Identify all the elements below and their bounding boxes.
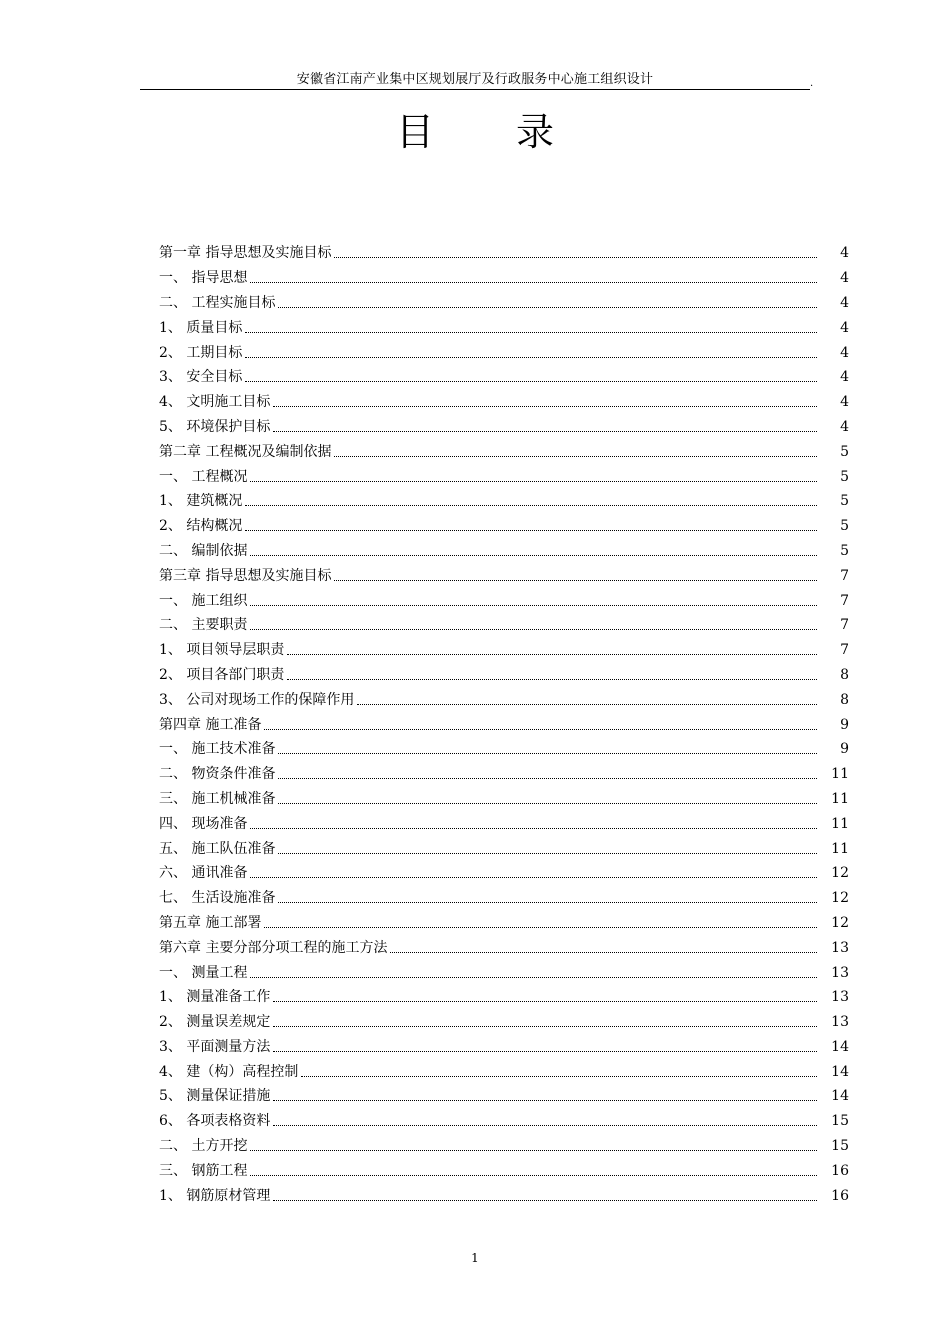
toc-leader-dots xyxy=(273,1013,817,1031)
toc-entry[interactable] xyxy=(159,1158,849,1183)
toc-entry-label: 1、 钢筋原材管理 xyxy=(159,1187,271,1204)
toc-entry[interactable] xyxy=(159,787,849,812)
toc-leader-dots xyxy=(334,567,817,585)
toc-entry[interactable] xyxy=(159,762,849,787)
toc-leader-dots xyxy=(273,1038,817,1056)
toc-entry[interactable] xyxy=(159,1084,849,1109)
toc-entry-page: 12 xyxy=(831,914,849,931)
toc-entry-label: 二、 工程实施目标 xyxy=(159,294,276,311)
toc-leader-dots xyxy=(264,914,817,932)
toc-leader-dots xyxy=(264,716,817,734)
toc-entry-label: 二、 土方开挖 xyxy=(159,1138,248,1155)
toc-entry[interactable] xyxy=(159,737,849,762)
page-title xyxy=(0,108,950,156)
toc-leader-dots xyxy=(250,269,817,287)
toc-entry-label: 2、 结构概况 xyxy=(159,518,243,535)
toc-leader-dots xyxy=(278,889,817,907)
toc-leader-dots xyxy=(273,988,817,1006)
toc-leader-dots xyxy=(245,492,817,510)
toc-entry-label: 2、 项目各部门职责 xyxy=(159,666,285,683)
toc-entry-page: 7 xyxy=(840,617,849,634)
toc-entry-label: 二、 主要职责 xyxy=(159,617,248,634)
toc-entry-label: 三、 施工机械准备 xyxy=(159,790,276,807)
toc-leader-dots xyxy=(245,517,817,535)
toc-entry[interactable] xyxy=(159,390,849,415)
toc-entry-page: 14 xyxy=(831,1063,849,1080)
toc-entry-page: 16 xyxy=(831,1187,849,1204)
toc-entry-page: 9 xyxy=(840,741,849,758)
toc-leader-dots xyxy=(250,592,817,610)
toc-entry-page: 4 xyxy=(840,319,849,336)
toc-entry-page: 5 xyxy=(840,443,849,460)
toc-entry-label: 2、 测量误差规定 xyxy=(159,1014,271,1031)
toc-leader-dots xyxy=(273,418,817,436)
toc-entry[interactable] xyxy=(159,315,849,340)
toc-leader-dots xyxy=(273,1187,817,1205)
toc-leader-dots xyxy=(278,765,817,783)
toc-leader-dots xyxy=(390,939,817,957)
toc-entry-label: 1、 质量目标 xyxy=(159,319,243,336)
toc-leader-dots xyxy=(287,666,817,684)
toc-entry-page: 9 xyxy=(840,716,849,733)
running-header: 安徽省江南产业集中区规划展厅及行政服务中心施工组织设计 xyxy=(296,72,654,87)
toc-entry-page: 14 xyxy=(831,1038,849,1055)
toc-entry-label: 二、 物资条件准备 xyxy=(159,766,276,783)
toc-entry[interactable] xyxy=(159,638,849,663)
toc-leader-dots xyxy=(301,1063,817,1081)
toc-entry[interactable] xyxy=(159,886,849,911)
toc-entry-label: 6、 各项表格资料 xyxy=(159,1113,271,1130)
toc-entry-label: 第四章 施工准备 xyxy=(159,716,262,733)
header-rule xyxy=(140,89,810,90)
toc-leader-dots xyxy=(245,344,817,362)
toc-entry-page: 15 xyxy=(831,1138,849,1155)
toc-entry[interactable] xyxy=(159,861,849,886)
toc-entry[interactable] xyxy=(159,836,849,861)
toc-entry-page: 4 xyxy=(840,369,849,386)
toc-entry-label: 第五章 施工部署 xyxy=(159,914,262,931)
toc-entry[interactable] xyxy=(159,365,849,390)
toc-entry-page: 13 xyxy=(831,1014,849,1031)
toc-entry[interactable] xyxy=(159,1059,849,1084)
page-number: 1 xyxy=(471,1251,479,1265)
toc-entry-page: 11 xyxy=(831,840,849,857)
toc-entry-page: 4 xyxy=(840,270,849,287)
toc-entry-label: 第一章 指导思想及实施目标 xyxy=(159,245,332,262)
toc-entry-page: 7 xyxy=(840,642,849,659)
toc-entry[interactable] xyxy=(159,712,849,737)
toc-entry-label: 二、 编制依据 xyxy=(159,542,248,559)
toc-entry[interactable] xyxy=(159,985,849,1010)
toc-leader-dots xyxy=(278,294,817,312)
toc-leader-dots xyxy=(273,1112,817,1130)
toc-entry-page: 11 xyxy=(831,815,849,832)
toc-entry-label: 1、 项目领导层职责 xyxy=(159,642,285,659)
toc-leader-dots xyxy=(278,840,817,858)
toc-entry[interactable] xyxy=(159,911,849,936)
toc-entry-label: 第六章 主要分部分项工程的施工方法 xyxy=(159,939,388,956)
toc-entry-page: 5 xyxy=(840,468,849,485)
toc-entry-label: 第三章 指导思想及实施目标 xyxy=(159,567,332,584)
toc-leader-dots xyxy=(250,815,817,833)
page-title-char-1: 目 xyxy=(395,110,434,154)
toc-entry-label: 4、 建（构）高程控制 xyxy=(159,1063,299,1080)
toc-entry[interactable] xyxy=(159,464,849,489)
toc-entry-page: 13 xyxy=(831,989,849,1006)
toc-entry-page: 7 xyxy=(840,592,849,609)
toc-entry-label: 第二章 工程概况及编制依据 xyxy=(159,443,332,460)
toc-entry-page: 12 xyxy=(831,890,849,907)
toc-entry[interactable] xyxy=(159,563,849,588)
toc-entry-label: 五、 施工队伍准备 xyxy=(159,840,276,857)
toc-entry[interactable] xyxy=(159,613,849,638)
toc-entry-label: 一、 施工组织 xyxy=(159,592,248,609)
toc-entry[interactable] xyxy=(159,266,849,291)
toc-entry-label: 六、 通讯准备 xyxy=(159,865,248,882)
header-mark: . xyxy=(810,78,814,89)
toc-entry-label: 3、 平面测量方法 xyxy=(159,1038,271,1055)
toc-leader-dots xyxy=(250,1162,817,1180)
toc-entry-page: 5 xyxy=(840,542,849,559)
toc-entry-page: 11 xyxy=(831,766,849,783)
toc-entry-page: 5 xyxy=(840,518,849,535)
toc-entry-page: 13 xyxy=(831,964,849,981)
toc-entry[interactable] xyxy=(159,1183,849,1208)
toc-entry-page: 16 xyxy=(831,1162,849,1179)
toc-leader-dots xyxy=(334,244,817,262)
toc-entry-label: 四、 现场准备 xyxy=(159,815,248,832)
toc-leader-dots xyxy=(287,641,817,659)
toc-leader-dots xyxy=(278,790,817,808)
toc-entry-label: 一、 施工技术准备 xyxy=(159,741,276,758)
toc-entry[interactable] xyxy=(159,539,849,564)
toc-entry-page: 15 xyxy=(831,1113,849,1130)
toc-entry-label: 七、 生活设施准备 xyxy=(159,890,276,907)
toc-entry-page: 8 xyxy=(840,666,849,683)
toc-entry-label: 3、 公司对现场工作的保障作用 xyxy=(159,691,355,708)
toc-entry-page: 12 xyxy=(831,865,849,882)
toc-entry-label: 3、 安全目标 xyxy=(159,369,243,386)
toc-leader-dots xyxy=(357,691,817,709)
toc-entry[interactable] xyxy=(159,960,849,985)
toc-leader-dots xyxy=(273,1087,817,1105)
toc-entry[interactable] xyxy=(159,1035,849,1060)
toc-leader-dots xyxy=(250,1137,817,1155)
toc-leader-dots xyxy=(245,368,817,386)
toc-entry[interactable] xyxy=(159,811,849,836)
toc-entry[interactable] xyxy=(159,489,849,514)
toc-entry-label: 一、 指导思想 xyxy=(159,270,248,287)
toc-leader-dots xyxy=(250,616,817,634)
toc-entry-label: 1、 测量准备工作 xyxy=(159,989,271,1006)
table-of-contents xyxy=(159,241,849,1208)
toc-entry-label: 一、 工程概况 xyxy=(159,468,248,485)
toc-entry-page: 7 xyxy=(840,567,849,584)
toc-entry-page: 11 xyxy=(831,790,849,807)
toc-entry-page: 13 xyxy=(831,939,849,956)
toc-entry[interactable] xyxy=(159,340,849,365)
toc-entry[interactable] xyxy=(159,439,849,464)
toc-entry[interactable] xyxy=(159,663,849,688)
toc-entry[interactable] xyxy=(159,935,849,960)
toc-leader-dots xyxy=(250,542,817,560)
toc-leader-dots xyxy=(273,393,817,411)
toc-entry-page: 4 xyxy=(840,394,849,411)
toc-leader-dots xyxy=(250,964,817,982)
toc-entry[interactable] xyxy=(159,514,849,539)
toc-entry-label: 三、 钢筋工程 xyxy=(159,1162,248,1179)
toc-entry-page: 14 xyxy=(831,1088,849,1105)
toc-entry-page: 4 xyxy=(840,294,849,311)
toc-entry-label: 1、 建筑概况 xyxy=(159,493,243,510)
toc-entry-label: 2、 工期目标 xyxy=(159,344,243,361)
toc-entry-page: 4 xyxy=(840,344,849,361)
toc-entry-page: 4 xyxy=(840,245,849,262)
toc-entry-page: 5 xyxy=(840,493,849,510)
toc-entry-label: 5、 环境保护目标 xyxy=(159,418,271,435)
toc-entry-label: 一、 测量工程 xyxy=(159,964,248,981)
toc-entry[interactable] xyxy=(159,415,849,440)
toc-entry-label: 4、 文明施工目标 xyxy=(159,394,271,411)
toc-entry-page: 4 xyxy=(840,418,849,435)
toc-entry[interactable] xyxy=(159,1109,849,1134)
page-title-char-2: 录 xyxy=(516,110,555,154)
toc-leader-dots xyxy=(278,740,817,758)
toc-leader-dots xyxy=(334,443,817,461)
toc-entry-label: 5、 测量保证措施 xyxy=(159,1088,271,1105)
toc-leader-dots xyxy=(250,864,817,882)
toc-entry[interactable] xyxy=(159,291,849,316)
toc-entry[interactable] xyxy=(159,588,849,613)
toc-entry[interactable] xyxy=(159,1134,849,1159)
toc-leader-dots xyxy=(250,468,817,486)
toc-entry[interactable] xyxy=(159,1010,849,1035)
toc-entry[interactable] xyxy=(159,241,849,266)
toc-entry[interactable] xyxy=(159,687,849,712)
toc-leader-dots xyxy=(245,319,817,337)
toc-entry-page: 8 xyxy=(840,691,849,708)
